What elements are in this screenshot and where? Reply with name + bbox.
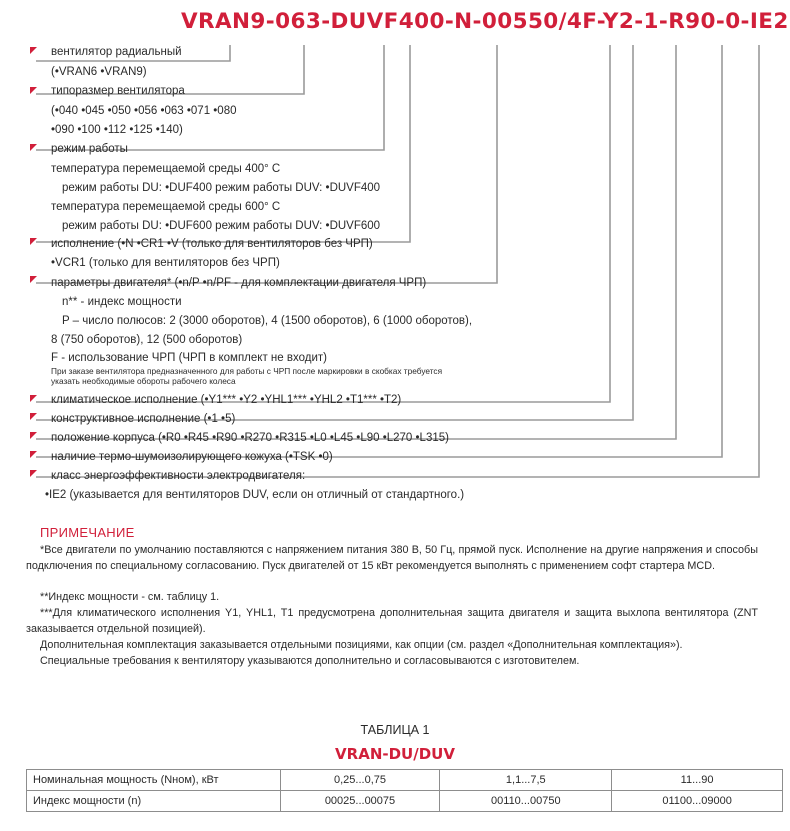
- line-poles-2: 8 (750 оборотов), 12 (500 оборотов): [51, 334, 243, 346]
- table-cell: 00025...00075: [280, 791, 440, 812]
- line-design: конструктивное исполнение (•1 •5): [51, 413, 236, 425]
- line-poles: P – число полюсов: 2 (3000 оборотов), 4 (1500 оборотов), 6 (1000 оборотов),: [62, 315, 473, 327]
- marker-version: [30, 238, 37, 245]
- note-title: ПРИМЕЧАНИЕ: [40, 525, 135, 540]
- line-size-options-1: (•040 •045 •050 •056 •063 •071 •080: [51, 105, 237, 117]
- line-tsk: наличие термо-шумоизолирующего кожуха (•TSK •0): [51, 451, 333, 463]
- marker-motor: [30, 276, 37, 283]
- line-motor: параметры двигателя* (•n/P •n/PF - для комплектации двигателя ЧРП): [51, 277, 427, 289]
- line-power-index: n** - индекс мощности: [62, 296, 182, 308]
- table-row: [27, 770, 783, 791]
- line-temp-400: температура перемещаемой среды 400° С: [51, 163, 281, 175]
- table-cell: 11...90: [612, 770, 783, 791]
- model-code: VRAN9-063-DUVF400-N-00550/4F-Y2-1-R90-0-IE2: [181, 9, 789, 34]
- line-version-vcr1: •VCR1 (только для вентиляторов без ЧРП): [51, 257, 280, 269]
- table-title: ТАБЛИЦА 1: [360, 723, 430, 737]
- marker-tsk: [30, 451, 37, 458]
- note-paragraph-4: Дополнительная комплектация заказывается отдельными позициями, как опции (см. раздел «Дополнительная комплектация»).: [40, 639, 683, 651]
- line-mode-600: режим работы DU: •DUF600 режим работы DUV: •DUVF600: [62, 220, 381, 232]
- power-table: [26, 769, 783, 812]
- line-housing: положение корпуса (•R0 •R45 •R90 •R270 •R315 •L0 •L45 •L90 •L270 •L315): [51, 432, 449, 444]
- marker-mode: [30, 144, 37, 151]
- table-cell: 1,1...7,5: [440, 770, 612, 791]
- note-paragraph-1: *Все двигатели по умолчанию поставляются с напряжением питания 380 В, 50 Гц, прямой пуск. Исполнение на другие напряжения и способы подключения по специальному согласованию. Пуск двигателей от 15 кВт рекомендуется выполнять с применением софт стартера MCD.: [26, 544, 758, 572]
- marker-design: [30, 413, 37, 420]
- note-paragraph-3: ***Для климатического исполнения Y1, YHL1, T1 предусмотрена дополнительная защита двигателя и защита выхлопа вентилятора (ZNT заказывается отдельной позицией).: [26, 607, 758, 635]
- line-climate: климатическое исполнение (•Y1*** •Y2 •YHL1*** •YHL2 •T1*** •T2): [51, 394, 402, 406]
- line-vfd-note-1: При заказе вентилятора предназначенного для работы с ЧРП после маркировки в скобках требуется: [51, 366, 443, 376]
- table-cell: Индекс мощности (n): [27, 791, 281, 812]
- table-cell: 00110...00750: [440, 791, 612, 812]
- line-size-options-2: •090 •100 •112 •125 •140): [51, 124, 183, 136]
- line-mode-400: режим работы DU: •DUF400 режим работы DUV: •DUVF400: [62, 182, 381, 194]
- table-cell: 01100...09000: [612, 791, 783, 812]
- line-fan-type-options: (•VRAN6 •VRAN9): [51, 66, 147, 78]
- table-row: [27, 791, 783, 812]
- table-subtitle: VRAN-DU/DUV: [335, 745, 455, 763]
- marker-housing: [30, 432, 37, 439]
- line-version: исполнение (•N •CR1 •V (только для вентиляторов без ЧРП): [51, 238, 373, 250]
- line-fan-type: вентилятор радиальный: [51, 46, 182, 58]
- line-ie-class: класс энергоэффективности электродвигателя:: [51, 470, 306, 482]
- marker-fan-type: [30, 47, 37, 54]
- table-cell: 0,25...0,75: [280, 770, 440, 791]
- table-cell: Номинальная мощность (Nном), кВт: [27, 770, 281, 791]
- line-size: типоразмер вентилятора: [51, 85, 185, 97]
- line-vfd: F - использование ЧРП (ЧРП в комплект не входит): [51, 352, 327, 364]
- line-vfd-note-2: указать необходимые обороты рабочего колеса: [51, 376, 236, 386]
- note-paragraph-2: **Индекс мощности - см. таблицу 1.: [40, 591, 220, 603]
- marker-ie: [30, 470, 37, 477]
- marker-climate: [30, 395, 37, 402]
- line-ie2: •IE2 (указывается для вентиляторов DUV, если он отличный от стандартного.): [45, 489, 465, 501]
- marker-size: [30, 87, 37, 94]
- line-temp-600: температура перемещаемой среды 600° С: [51, 201, 281, 213]
- line-mode: режим работы: [51, 143, 128, 155]
- note-paragraph-5: Специальные требования к вентилятору указываются дополнительно и согласовываются с изготовителем.: [40, 655, 580, 667]
